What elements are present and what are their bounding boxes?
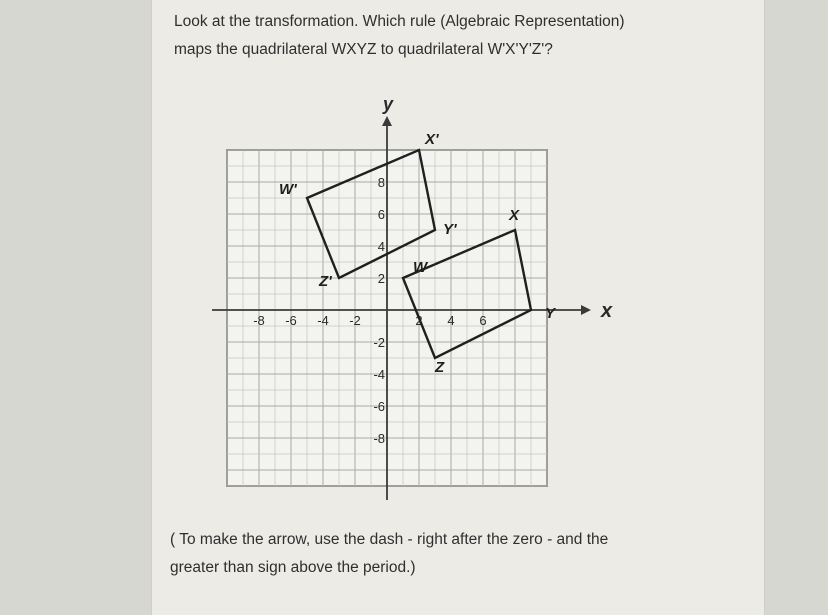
x-tick-label: -8 [253,313,265,328]
question-line-1: Look at the transformation. Which rule (Algebraic Representation) [174,13,625,30]
y-tick-label: -2 [373,335,385,350]
note-line-2: greater than sign above the period.) [170,559,416,576]
vertex-label: Z [435,359,445,376]
question-card [152,0,764,615]
x-tick-label: -4 [317,313,329,328]
vertex-label: X' [425,131,439,148]
vertex-label: Y [545,305,556,322]
x-axis-label: x [601,300,613,322]
x-tick-label: 4 [447,313,455,328]
y-tick-label: 2 [377,271,385,286]
vertex-label: Y' [443,221,457,238]
question-line-2: maps the quadrilateral WXYZ to quadrilateral W'X'Y'Z'? [174,41,553,58]
vertex-label: Z' [319,273,332,290]
vertex-label: W [413,259,428,276]
y-tick-label: 4 [377,239,385,254]
y-axis-arrow-up-icon [382,116,392,126]
instruction-note [170,526,760,582]
y-tick-label: -4 [373,367,385,382]
x-tick-label: -2 [349,313,361,328]
coordinate-plane [212,80,642,500]
y-tick-label: 6 [377,207,385,222]
vertex-label: X [509,207,520,224]
x-tick-label: 2 [415,313,423,328]
x-tick-label: 6 [479,313,487,328]
note-line-1: ( To make the arrow, use the dash - right after the zero - and the [170,531,609,548]
y-axis-label: y [383,94,394,114]
x-tick-label: -6 [285,313,297,328]
coordinate-graph-image [212,80,642,500]
question-prompt [174,8,754,64]
y-tick-label: -8 [373,431,385,446]
vertex-label: W' [279,181,297,198]
x-axis-arrow-right-icon [581,305,591,315]
y-tick-label: 8 [377,175,385,190]
y-tick-label: -6 [373,399,385,414]
